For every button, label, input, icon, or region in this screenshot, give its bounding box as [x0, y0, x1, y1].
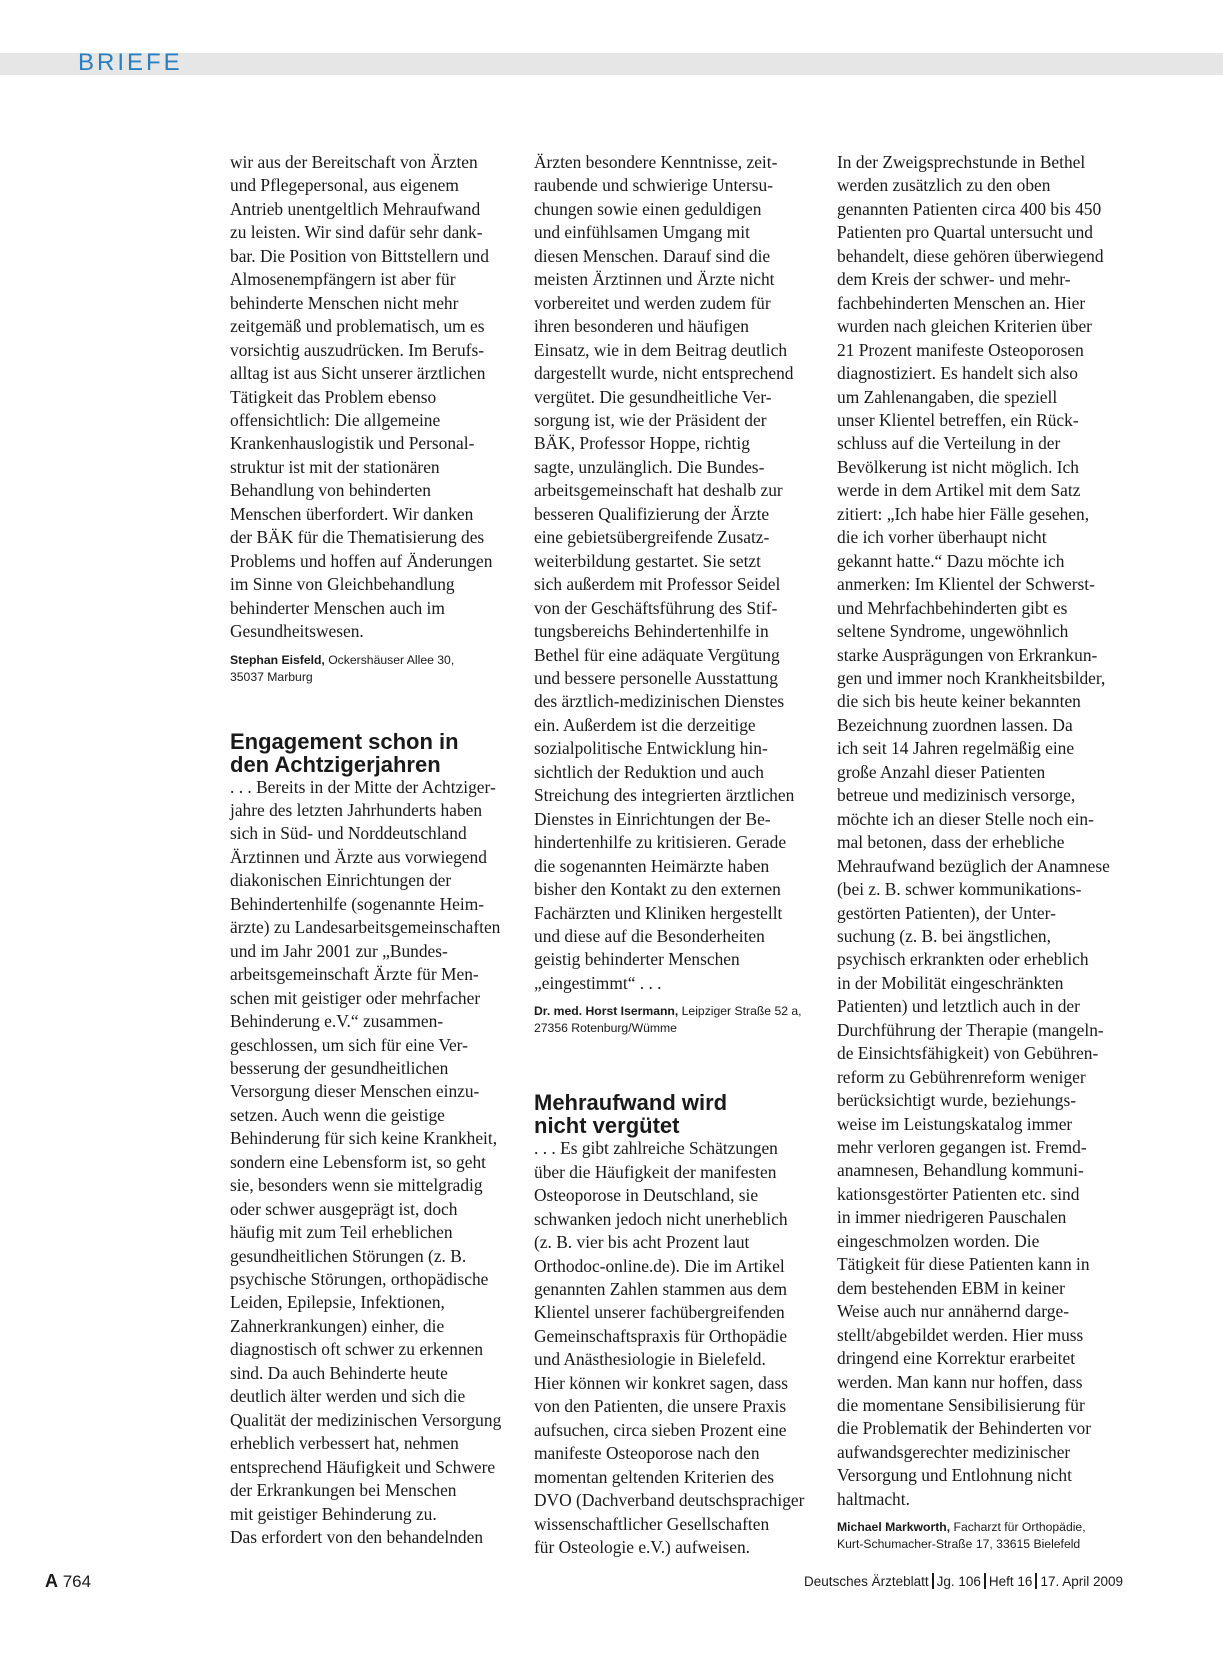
author-name: Michael Markworth,: [837, 1520, 951, 1535]
journal-issue: Heft 16: [988, 1574, 1033, 1589]
section-header-bar: [0, 53, 1223, 75]
letter-text: wir aus der Bereitschaft von Ärzten und Pflegepersonal, aus eigenem Antrieb unentgeltlich Mehraufwand zu leisten. Wir sind dafür sehr dank- bar. Die Position von Bittstellern und Almosenempfängern ist aber für behinderte Menschen nicht mehr zeitgemäß und problematisch, um es vorsichtig auszudrücken. Im Berufs- alltag ist aus Sicht unserer ärztlichen Tätigkeit das Problem ebenso offensichtlich: Die allgemeine Krankenhauslogistik und Personal- struktur ist mit der stationären Behandlung von behinderten Menschen überfordert. Wir danken der BÄK für die Thematisierung des Problems und hoffen auf Änderungen im Sinne von Gleichbehandlung behinderter Menschen auch im Gesundheitswesen.: [230, 152, 493, 642]
author-name: Stephan Eisfeld,: [230, 652, 325, 667]
letter-text: . . . Bereits in der Mitte der Achtziger- jahre des letzten Jahrhunderts haben sich in Süd- und Norddeutschland Ärztinnen und Ärzte aus vorwiegend diakonischen Einrichtungen der Behindertenhilfe (sogenannte Heim- ärzte) zu Landesarbeitsgemeinschaften und im Jahr 2001 zur „Bundes- arbeitsgemeinschaft Ärzte für Men- schen mit geistiger oder mehrfacher Behinderung e.V.“ zusammen- geschlossen, um sich für eine Ver- besserung der gesundheitlichen Versorgung dieser Menschen einzu- setzen. Auch wenn die geistige Behinderung für sich keine Krankheit, sondern eine Lebensform ist, so geht sie, besonders wenn sie mittelgradig oder schwer ausgeprägt ist, doch häufig mit zum Teil erheblichen gesundheitlichen Störungen (z. B. psychische Störungen, orthopädische Leiden, Epilepsie, Infektionen, Zahnerkrankungen) einher, die diagnostisch oft schwer zu erkennen sind. Da auch Behinderte heute deutlich älter werden und sich die Qualität der medizinischen Versorgung erheblich verbessert hat, nehmen entsprechend Häufigkeit und Schwere der Erkrankungen bei Menschen mit geistiger Behinderung zu. Das erfordert von den behandelnden: [230, 776, 502, 1548]
letter-signature: [837, 1519, 1127, 1553]
letter-signature: [230, 652, 520, 686]
author-address: Ockershäuser Allee 30, 35037 Marburg: [230, 652, 455, 684]
letter-heading: Engagement schon in den Achtzigerjahren: [230, 728, 459, 777]
letter-signature: [534, 1003, 824, 1037]
letter-text: Ärzten besondere Kenntnisse, zeit- raubende und schwierige Untersu- chungen sowie einen geduldigen und einfühlsamen Umgang mit diesen Menschen. Darauf sind die meisten Ärztinnen und Ärzte nicht vorbereitet und werden zudem für ihren besonderen und häufigen Einsatz, wie in dem Beitrag deutlich dargestellt wurde, nicht entsprechend vergütet. Die gesundheitliche Ver- sorgung ist, wie der Präsident der BÄK, Professor Hoppe, richtig sagte, unzulänglich. Die Bundes- arbeitsgemeinschaft hat deshalb zur besseren Qualifizierung der Ärzte eine gebietsübergreifende Zusatz- weiterbildung gestartet. Sie setzt sich außerdem mit Professor Seidel von der Geschäftsführung des Stif- tungsbereichs Behindertenhilfe in Bethel für eine adäquate Vergütung und bessere personelle Ausstattung des ärztlich-medizinischen Dienstes ein. Außerdem ist die derzeitige sozialpolitische Entwicklung hin- sichtlich der Reduktion und auch Streichung des integrierten ärztlichen Dienstes in Einrichtungen der Be- hindertenhilfe zu kritisieren. Gerade die sogenannten Heimärzte haben bisher den Kontakt zu den externen Fachärzten und Kliniken hergestellt und diese auf die Besonderheiten geistig behinderter Menschen „eingestimmt“ . . .: [534, 152, 795, 993]
footer-separator: [1035, 1573, 1037, 1589]
column-3: [837, 151, 1127, 1553]
author-address: Leipziger Straße 52 a, 27356 Rotenburg/Wümme: [534, 1004, 802, 1036]
page-number: [45, 1570, 91, 1593]
letter-heading: Mehraufwand wird nicht vergütet: [534, 1090, 728, 1139]
footer-separator: [932, 1573, 934, 1589]
author-address: Facharzt für Orthopädie, Kurt-Schumacher-Straße 17, 33615 Bielefeld: [837, 1520, 1086, 1552]
page-prefix: A: [45, 1571, 58, 1591]
column-1: [230, 151, 520, 1549]
journal-volume: Jg. 106: [936, 1574, 981, 1589]
page-number-value: 764: [58, 1572, 92, 1591]
section-label: BRIEFE: [78, 49, 183, 76]
author-name: Dr. med. Horst Isermann,: [534, 1004, 679, 1019]
journal-footer: [804, 1572, 1123, 1592]
journal-date: 17. April 2009: [1040, 1574, 1123, 1589]
letter-text: . . . Es gibt zahlreiche Schätzungen über die Häufigkeit der manifesten Osteoporose in Deutschland, sie schwanken jedoch nicht unerheblich (z. B. vier bis acht Prozent laut Orthodoc-online.de). Die im Artikel genannten Zahlen stammen aus dem Klientel unserer fachübergreifenden Gemeinschaftspraxis für Orthopädie und Anästhesiologie in Bielefeld. Hier können wir konkret sagen, dass von den Patienten, die unsere Praxis aufsuchen, circa sieben Prozent eine manifeste Osteoporose nach den momentan geltenden Kriterien des DVO (Dachverband deutschsprachiger wissenschaftlicher Gesellschaften für Osteologie e.V.) aufweisen.: [534, 1138, 805, 1558]
footer-separator: [984, 1573, 986, 1589]
column-2: [534, 151, 824, 1559]
journal-name: Deutsches Ärzteblatt: [804, 1574, 929, 1589]
letter-text: In der Zweigsprechstunde in Bethel werden zusätzlich zu den oben genannten Patienten circa 400 bis 450 Patienten pro Quartal untersucht und behandelt, diese gehören überwiegend dem Kreis der schwer- und mehr- fachbehinderten Menschen an. Hier wurden nach gleichen Kriterien über 21 Prozent manifeste Osteoporosen diagnostiziert. Es handelt sich also um Zahlenangaben, die speziell unser Klientel betreffen, ein Rück- schluss auf die Verteilung in der Bevölkerung ist nicht möglich. Ich werde in dem Artikel mit dem Satz zitiert: „Ich habe hier Fälle gesehen, die ich vorher überhaupt nicht gekannt hatte.“ Dazu möchte ich anmerken: Im Klientel der Schwerst- und Mehrfachbehinderten gibt es seltene Syndrome, ungewöhnlich starke Ausprägungen von Erkrankun- gen und immer noch Krankheitsbilder, die sich bis heute keiner bekannten Bezeichnung zuordnen lassen. Da ich seit 14 Jahren regelmäßig eine große Anzahl dieser Patienten betreue und medizinisch versorge, möchte ich an dieser Stelle noch ein- mal betonen, dass der erhebliche Mehraufwand bezüglich der Anamnese (bei z. B. schwer kommunikations- gestörten Patienten), der Unter- suchung (z. B. bei ängstlichen, psychisch erkrankten oder erheblich in der Mobilität eingeschränkten Patienten) und letztlich auch in der Durchführung der Therapie (mangeln- de Einsichtsfähigkeit) von Gebühren- reform zu Gebührenreform weniger berücksichtigt wurde, beziehungs- weise im Leistungskatalog immer mehr verloren gegangen ist. Fremd- anamnesen, Behandlung kommuni- kationsgestörter Patienten etc. sind in immer niedrigeren Pauschalen eingeschmolzen worden. Die Tätigkeit für diese Patienten kann in dem bestehenden EBM in keiner Weise auch nur annähernd darge- stellt/abgebildet werden. Hier muss dringend eine Korrektur erarbeitet werden. Man kann nur hoffen, dass die momentane Sensibilisierung für die Problematik der Behinderten vor aufwandsgerechter medizinischer Versorgung und Entlohnung nicht haltmacht.: [837, 152, 1110, 1509]
